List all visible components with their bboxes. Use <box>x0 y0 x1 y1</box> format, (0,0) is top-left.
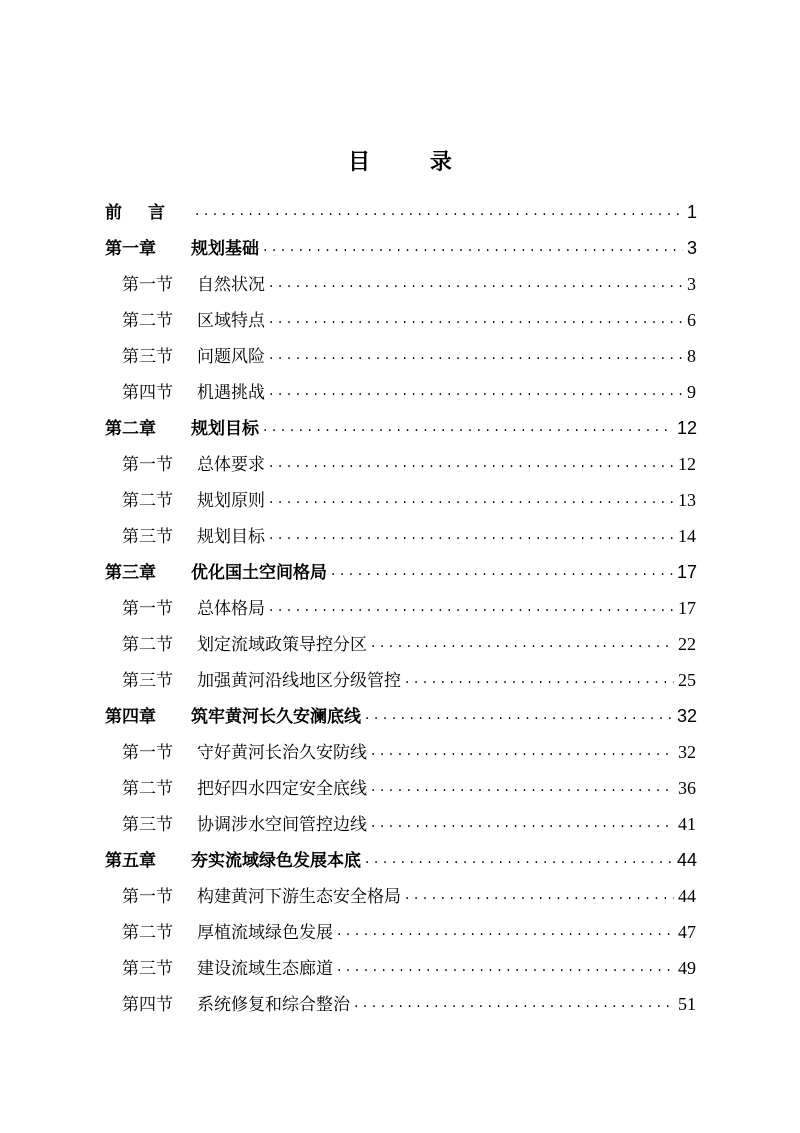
toc-section-entry[interactable] <box>122 805 696 835</box>
entry-page-number: 44 <box>676 850 697 870</box>
toc-section-entry[interactable] <box>122 625 696 655</box>
entry-title: 机遇挑战 <box>197 383 265 403</box>
entry-page-number: 36 <box>678 778 696 798</box>
dot-leader <box>371 814 674 832</box>
entry-label <box>122 630 371 655</box>
entry-page-number: 47 <box>678 922 696 942</box>
entry-title: 自然状况 <box>197 275 265 295</box>
entry-page-number: 51 <box>678 994 696 1014</box>
dot-leader <box>337 958 674 976</box>
dot-leader <box>371 742 674 760</box>
entry-label <box>122 306 269 331</box>
entry-title: 规划目标 <box>191 419 259 439</box>
entry-title: 协调涉水空间管控边线 <box>197 815 367 835</box>
dot-leader <box>365 706 673 724</box>
entry-title: 划定流域政策导控分区 <box>197 635 367 655</box>
dot-leader <box>371 634 674 652</box>
entry-number: 第五章 <box>105 851 156 871</box>
entry-label <box>122 270 269 295</box>
toc-chapter-entry[interactable] <box>105 841 697 871</box>
entry-page-number: 12 <box>678 454 696 474</box>
entry-label <box>122 990 354 1015</box>
entry-title: 区域特点 <box>197 311 265 331</box>
entry-page-number: 8 <box>687 346 696 366</box>
page-title: 目 录 <box>348 150 478 175</box>
entry-label <box>105 702 365 727</box>
entry-page-number: 12 <box>676 418 697 438</box>
entry-page-number: 9 <box>687 382 696 402</box>
entry-label <box>122 594 269 619</box>
entry-title: 优化国土空间格局 <box>191 563 327 583</box>
entry-title: 守好黄河长治久安防线 <box>197 743 367 763</box>
entry-label <box>105 846 365 871</box>
toc-chapter-entry[interactable] <box>105 193 697 223</box>
entry-label <box>122 378 269 403</box>
entry-number: 第一节 <box>122 599 173 619</box>
entry-label <box>122 882 405 907</box>
entry-number: 第三节 <box>122 671 173 691</box>
dot-leader <box>331 562 673 580</box>
entry-label <box>122 342 269 367</box>
entry-number: 第四章 <box>105 707 156 727</box>
entry-page-number: 3 <box>687 274 696 294</box>
entry-label <box>105 414 263 439</box>
entry-page-number: 17 <box>676 562 697 582</box>
entry-number: 第一章 <box>105 239 156 259</box>
entry-title: 总体要求 <box>197 455 265 475</box>
entry-page-number: 1 <box>686 202 697 222</box>
toc-section-entry[interactable] <box>122 301 696 331</box>
entry-page-number: 13 <box>678 490 696 510</box>
entry-number: 第一节 <box>122 743 173 763</box>
entry-label <box>122 486 269 511</box>
toc-section-entry[interactable] <box>122 337 696 367</box>
entry-label <box>122 918 337 943</box>
toc-section-entry[interactable] <box>122 769 696 799</box>
entry-title: 厚植流域绿色发展 <box>197 923 333 943</box>
entry-label <box>122 738 371 763</box>
entry-title: 把好四水四定安全底线 <box>197 779 367 799</box>
dot-leader <box>405 670 674 688</box>
toc-section-entry[interactable] <box>122 445 696 475</box>
entry-number: 第二章 <box>105 419 156 439</box>
entry-page-number: 6 <box>687 310 696 330</box>
entry-label <box>105 234 263 259</box>
toc-chapter-entry[interactable] <box>105 409 697 439</box>
toc-section-entry[interactable] <box>122 517 696 547</box>
entry-label <box>122 522 269 547</box>
toc-section-entry[interactable] <box>122 877 696 907</box>
entry-title: 构建黄河下游生态安全格局 <box>197 887 401 907</box>
dot-leader <box>269 454 674 472</box>
entry-title: 夯实流域绿色发展本底 <box>191 851 361 871</box>
entry-number: 第三节 <box>122 815 173 835</box>
entry-number: 第三节 <box>122 959 173 979</box>
entry-label <box>122 774 371 799</box>
entry-title: 建设流域生态廊道 <box>197 959 333 979</box>
entry-number: 第二节 <box>122 779 173 799</box>
dot-leader <box>269 382 683 400</box>
entry-page-number: 32 <box>678 742 696 762</box>
dot-leader <box>337 922 674 940</box>
entry-label <box>122 954 337 979</box>
entry-page-number: 3 <box>686 238 697 258</box>
toc-chapter-entry[interactable] <box>105 229 697 259</box>
toc-section-entry[interactable] <box>122 913 696 943</box>
entry-label <box>105 198 195 223</box>
dot-leader <box>365 850 673 868</box>
entry-label <box>122 666 405 691</box>
dot-leader <box>405 886 674 904</box>
entry-title: 筑牢黄河长久安澜底线 <box>191 707 361 727</box>
entry-label <box>122 450 269 475</box>
entry-page-number: 14 <box>678 526 696 546</box>
dot-leader <box>195 202 683 220</box>
toc-section-entry[interactable] <box>122 589 696 619</box>
entry-title: 总体格局 <box>197 599 265 619</box>
dot-leader <box>263 418 673 436</box>
dot-leader <box>269 310 683 328</box>
entry-page-number: 44 <box>678 886 696 906</box>
dot-leader <box>269 274 683 292</box>
toc-section-entry[interactable] <box>122 481 696 511</box>
entry-page-number: 49 <box>678 958 696 978</box>
entry-number: 第四节 <box>122 383 173 403</box>
dot-leader <box>269 490 674 508</box>
entry-number: 第三章 <box>105 563 156 583</box>
entry-number: 第二节 <box>122 923 173 943</box>
entry-page-number: 17 <box>678 598 696 618</box>
entry-page-number: 25 <box>678 670 696 690</box>
toc-section-entry[interactable] <box>122 661 696 691</box>
entry-number: 第一节 <box>122 275 173 295</box>
dot-leader <box>263 238 683 256</box>
toc-chapter-entry[interactable] <box>105 697 697 727</box>
dot-leader <box>269 526 674 544</box>
dot-leader <box>269 598 674 616</box>
toc-section-entry[interactable] <box>122 373 696 403</box>
entry-title: 规划目标 <box>197 527 265 547</box>
entry-number: 第三节 <box>122 527 173 547</box>
entry-title: 问题风险 <box>197 347 265 367</box>
entry-label <box>105 558 331 583</box>
toc-chapter-entry[interactable] <box>105 553 697 583</box>
entry-number: 前言 <box>105 203 191 223</box>
entry-title: 规划原则 <box>197 491 265 511</box>
entry-number: 第一节 <box>122 887 173 907</box>
entry-page-number: 22 <box>678 634 696 654</box>
toc-section-entry[interactable] <box>122 265 696 295</box>
toc-section-entry[interactable] <box>122 985 696 1015</box>
entry-number: 第二节 <box>122 635 173 655</box>
dot-leader <box>269 346 683 364</box>
entry-label <box>122 810 371 835</box>
toc-section-entry[interactable] <box>122 733 696 763</box>
entry-title: 规划基础 <box>191 239 259 259</box>
entry-number: 第四节 <box>122 995 173 1015</box>
entry-number: 第一节 <box>122 455 173 475</box>
entry-page-number: 41 <box>678 814 696 834</box>
toc-section-entry[interactable] <box>122 949 696 979</box>
entry-title: 系统修复和综合整治 <box>197 995 350 1015</box>
entry-number: 第二节 <box>122 491 173 511</box>
dot-leader <box>354 994 674 1012</box>
entry-number: 第二节 <box>122 311 173 331</box>
entry-page-number: 32 <box>676 706 697 726</box>
entry-title: 加强黄河沿线地区分级管控 <box>197 671 401 691</box>
dot-leader <box>371 778 674 796</box>
entry-number: 第三节 <box>122 347 173 367</box>
